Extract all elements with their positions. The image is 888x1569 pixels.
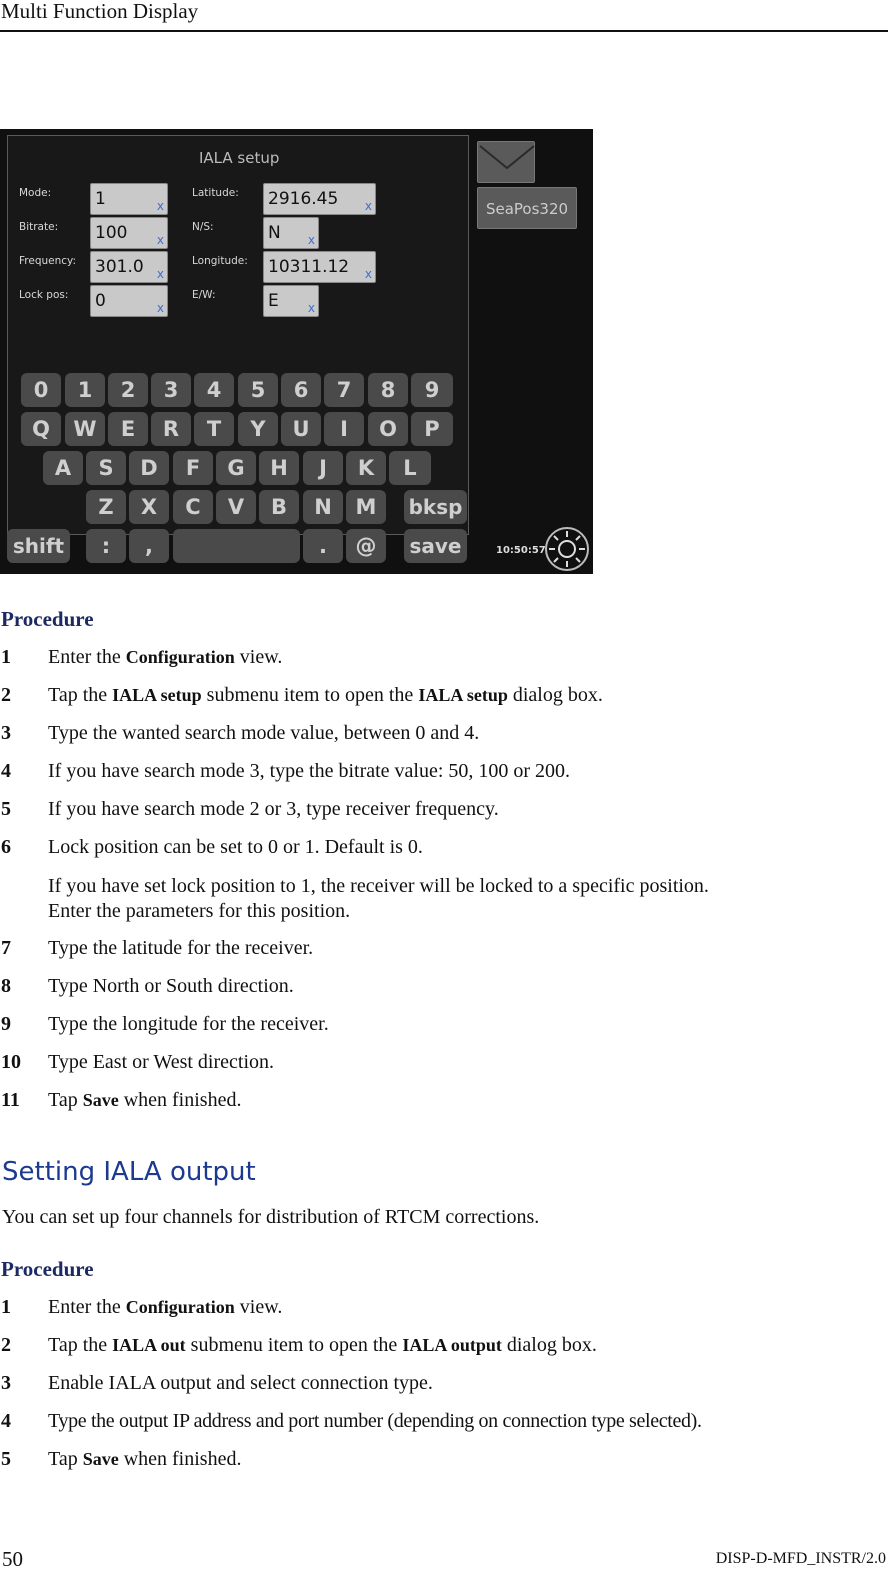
step-text: Tap the IALA out submenu item to open the IALA output dialog box. <box>48 1334 597 1356</box>
latitude-label: Latitude: <box>192 187 239 199</box>
clear-icon[interactable]: x <box>307 233 315 247</box>
save-key[interactable]: save <box>404 529 467 563</box>
key-h[interactable]: H <box>259 451 299 485</box>
ns-field[interactable] <box>263 217 319 249</box>
key-i[interactable]: I <box>324 412 364 446</box>
bitrate-label: Bitrate: <box>19 221 59 233</box>
mode-label: Mode: <box>19 187 52 199</box>
key-q[interactable]: Q <box>21 412 61 446</box>
clear-icon[interactable]: x <box>364 267 372 281</box>
step-number: 10 <box>1 1051 21 1073</box>
key-4[interactable]: 4 <box>194 373 234 407</box>
mode-field[interactable] <box>90 183 168 215</box>
clear-icon[interactable]: x <box>307 301 315 315</box>
step-text: Tap the IALA setup submenu item to open the IALA setup dialog box. <box>48 684 603 706</box>
clock: 10:50:57 <box>496 545 546 556</box>
step-number: 9 <box>1 1013 11 1035</box>
step-number: 1 <box>1 646 11 668</box>
step-text: Type the wanted search mode value, between 0 and 4. <box>48 722 480 744</box>
frequency-label: Frequency: <box>19 255 77 267</box>
step-note-line: Enter the parameters for this position. <box>48 900 351 922</box>
section-intro: You can set up four channels for distribution of RTCM corrections. <box>2 1206 540 1228</box>
step-number: 2 <box>1 684 11 706</box>
step-text: Type the longitude for the receiver. <box>48 1013 329 1035</box>
frequency-field[interactable] <box>90 251 168 283</box>
envelope-icon-graphic <box>478 142 536 184</box>
clear-icon[interactable]: x <box>156 301 164 315</box>
key-l[interactable]: L <box>389 451 431 485</box>
step-number: 3 <box>1 1372 11 1394</box>
key-x[interactable]: X <box>129 490 169 524</box>
step-number: 5 <box>1 1448 11 1470</box>
at-key[interactable]: @ <box>346 529 386 563</box>
key-p[interactable]: P <box>411 412 453 446</box>
key-2[interactable]: 2 <box>108 373 148 407</box>
key-r[interactable]: R <box>151 412 191 446</box>
longitude-label: Longitude: <box>192 255 248 267</box>
key-m[interactable]: M <box>346 490 386 524</box>
key-0[interactable]: 0 <box>21 373 61 407</box>
step-text: Type East or West direction. <box>48 1051 275 1073</box>
backspace-key[interactable]: bksp <box>404 490 467 524</box>
step-note-line: If you have set lock position to 1, the receiver will be locked to a specific position. <box>48 875 709 897</box>
key-d[interactable]: D <box>129 451 169 485</box>
space-key[interactable] <box>173 529 300 563</box>
step-text: If you have search mode 2 or 3, type receiver frequency. <box>48 798 499 820</box>
key-y[interactable]: Y <box>238 412 278 446</box>
running-head-title: Multi Function Display <box>1 0 199 23</box>
step-text: Enable IALA output and select connection type. <box>48 1372 433 1394</box>
step-text: Tap Save when finished. <box>48 1448 242 1470</box>
clear-icon[interactable]: x <box>364 199 372 213</box>
key-g[interactable]: G <box>216 451 256 485</box>
clear-icon[interactable]: x <box>156 199 164 213</box>
step-text: Type the latitude for the receiver. <box>48 937 314 959</box>
step-text: Type the output IP address and port number (depending on connection type selected). <box>48 1410 702 1432</box>
key-9[interactable]: 9 <box>411 373 453 407</box>
procedure-heading: Procedure <box>1 607 94 631</box>
key-5[interactable]: 5 <box>238 373 278 407</box>
step-number: 8 <box>1 975 11 997</box>
key-1[interactable]: 1 <box>65 373 105 407</box>
step-number: 11 <box>1 1089 20 1111</box>
page-number: 50 <box>2 1547 23 1569</box>
key-3[interactable]: 3 <box>151 373 191 407</box>
key-b[interactable]: B <box>259 490 299 524</box>
device-screenshot <box>0 129 593 574</box>
mode-value: 1 <box>95 189 106 209</box>
key-c[interactable]: C <box>173 490 213 524</box>
shift-key[interactable]: shift <box>7 529 70 563</box>
ew-field[interactable] <box>263 285 319 317</box>
ew-value: E <box>268 291 279 311</box>
step-text: Tap Save when finished. <box>48 1089 242 1111</box>
step-number: 7 <box>1 937 11 959</box>
ew-label: E/W: <box>192 289 216 301</box>
step-number: 1 <box>1 1296 11 1318</box>
key-w[interactable]: W <box>65 412 105 446</box>
key-7[interactable]: 7 <box>324 373 364 407</box>
latitude-value: 2916.45 <box>268 189 339 209</box>
key-8[interactable]: 8 <box>368 373 408 407</box>
step-text: If you have search mode 3, type the bitrate value: 50, 100 or 200. <box>48 760 571 782</box>
longitude-value: 10311.12 <box>268 257 350 277</box>
bitrate-value: 100 <box>95 223 128 243</box>
key-6[interactable]: 6 <box>281 373 321 407</box>
dot-key[interactable]: . <box>303 529 343 563</box>
longitude-field[interactable] <box>263 251 376 283</box>
step-text: Enter the Configuration view. <box>48 646 283 668</box>
clear-icon[interactable]: x <box>156 233 164 247</box>
clear-icon[interactable]: x <box>156 267 164 281</box>
step-text: Lock position can be set to 0 or 1. Default is 0. <box>48 836 423 858</box>
document-id: DISP-D-MFD_INSTR/2.0 <box>715 1550 886 1567</box>
step-number: 4 <box>1 760 11 782</box>
step-number: 3 <box>1 722 11 744</box>
key-j[interactable]: J <box>303 451 343 485</box>
lock-pos-value: 0 <box>95 291 106 311</box>
key-z[interactable]: Z <box>86 490 126 524</box>
seapos320-button[interactable]: SeaPos320 <box>477 187 577 229</box>
key-f[interactable]: F <box>173 451 213 485</box>
step-text: Enter the Configuration view. <box>48 1296 283 1318</box>
step-number: 2 <box>1 1334 11 1356</box>
ns-value: N <box>268 223 281 243</box>
dialog-title: IALA setup <box>199 149 280 167</box>
key-a[interactable]: A <box>43 451 83 485</box>
key-t[interactable]: T <box>194 412 234 446</box>
running-head <box>0 0 888 32</box>
colon-key[interactable]: : <box>86 529 126 563</box>
step-number: 4 <box>1 1410 11 1432</box>
comma-key[interactable]: , <box>129 529 169 563</box>
key-e[interactable]: E <box>108 412 148 446</box>
section-title: Setting IALA output <box>2 1157 256 1187</box>
step-number: 6 <box>1 836 11 858</box>
step-text: Type North or South direction. <box>48 975 294 997</box>
bitrate-field[interactable] <box>90 217 168 249</box>
envelope-icon[interactable] <box>477 141 535 183</box>
step-number: 5 <box>1 798 11 820</box>
lock-pos-field[interactable] <box>90 285 168 317</box>
key-k[interactable]: K <box>346 451 386 485</box>
key-s[interactable]: S <box>86 451 126 485</box>
sun-icon[interactable] <box>544 526 590 572</box>
procedure-heading: Procedure <box>1 1257 94 1281</box>
key-n[interactable]: N <box>303 490 343 524</box>
key-u[interactable]: U <box>281 412 321 446</box>
key-o[interactable]: O <box>368 412 408 446</box>
frequency-value: 301.0 <box>95 257 144 277</box>
lock-pos-label: Lock pos: <box>19 289 69 301</box>
latitude-field[interactable] <box>263 183 376 215</box>
key-v[interactable]: V <box>216 490 256 524</box>
ns-label: N/S: <box>192 221 214 233</box>
